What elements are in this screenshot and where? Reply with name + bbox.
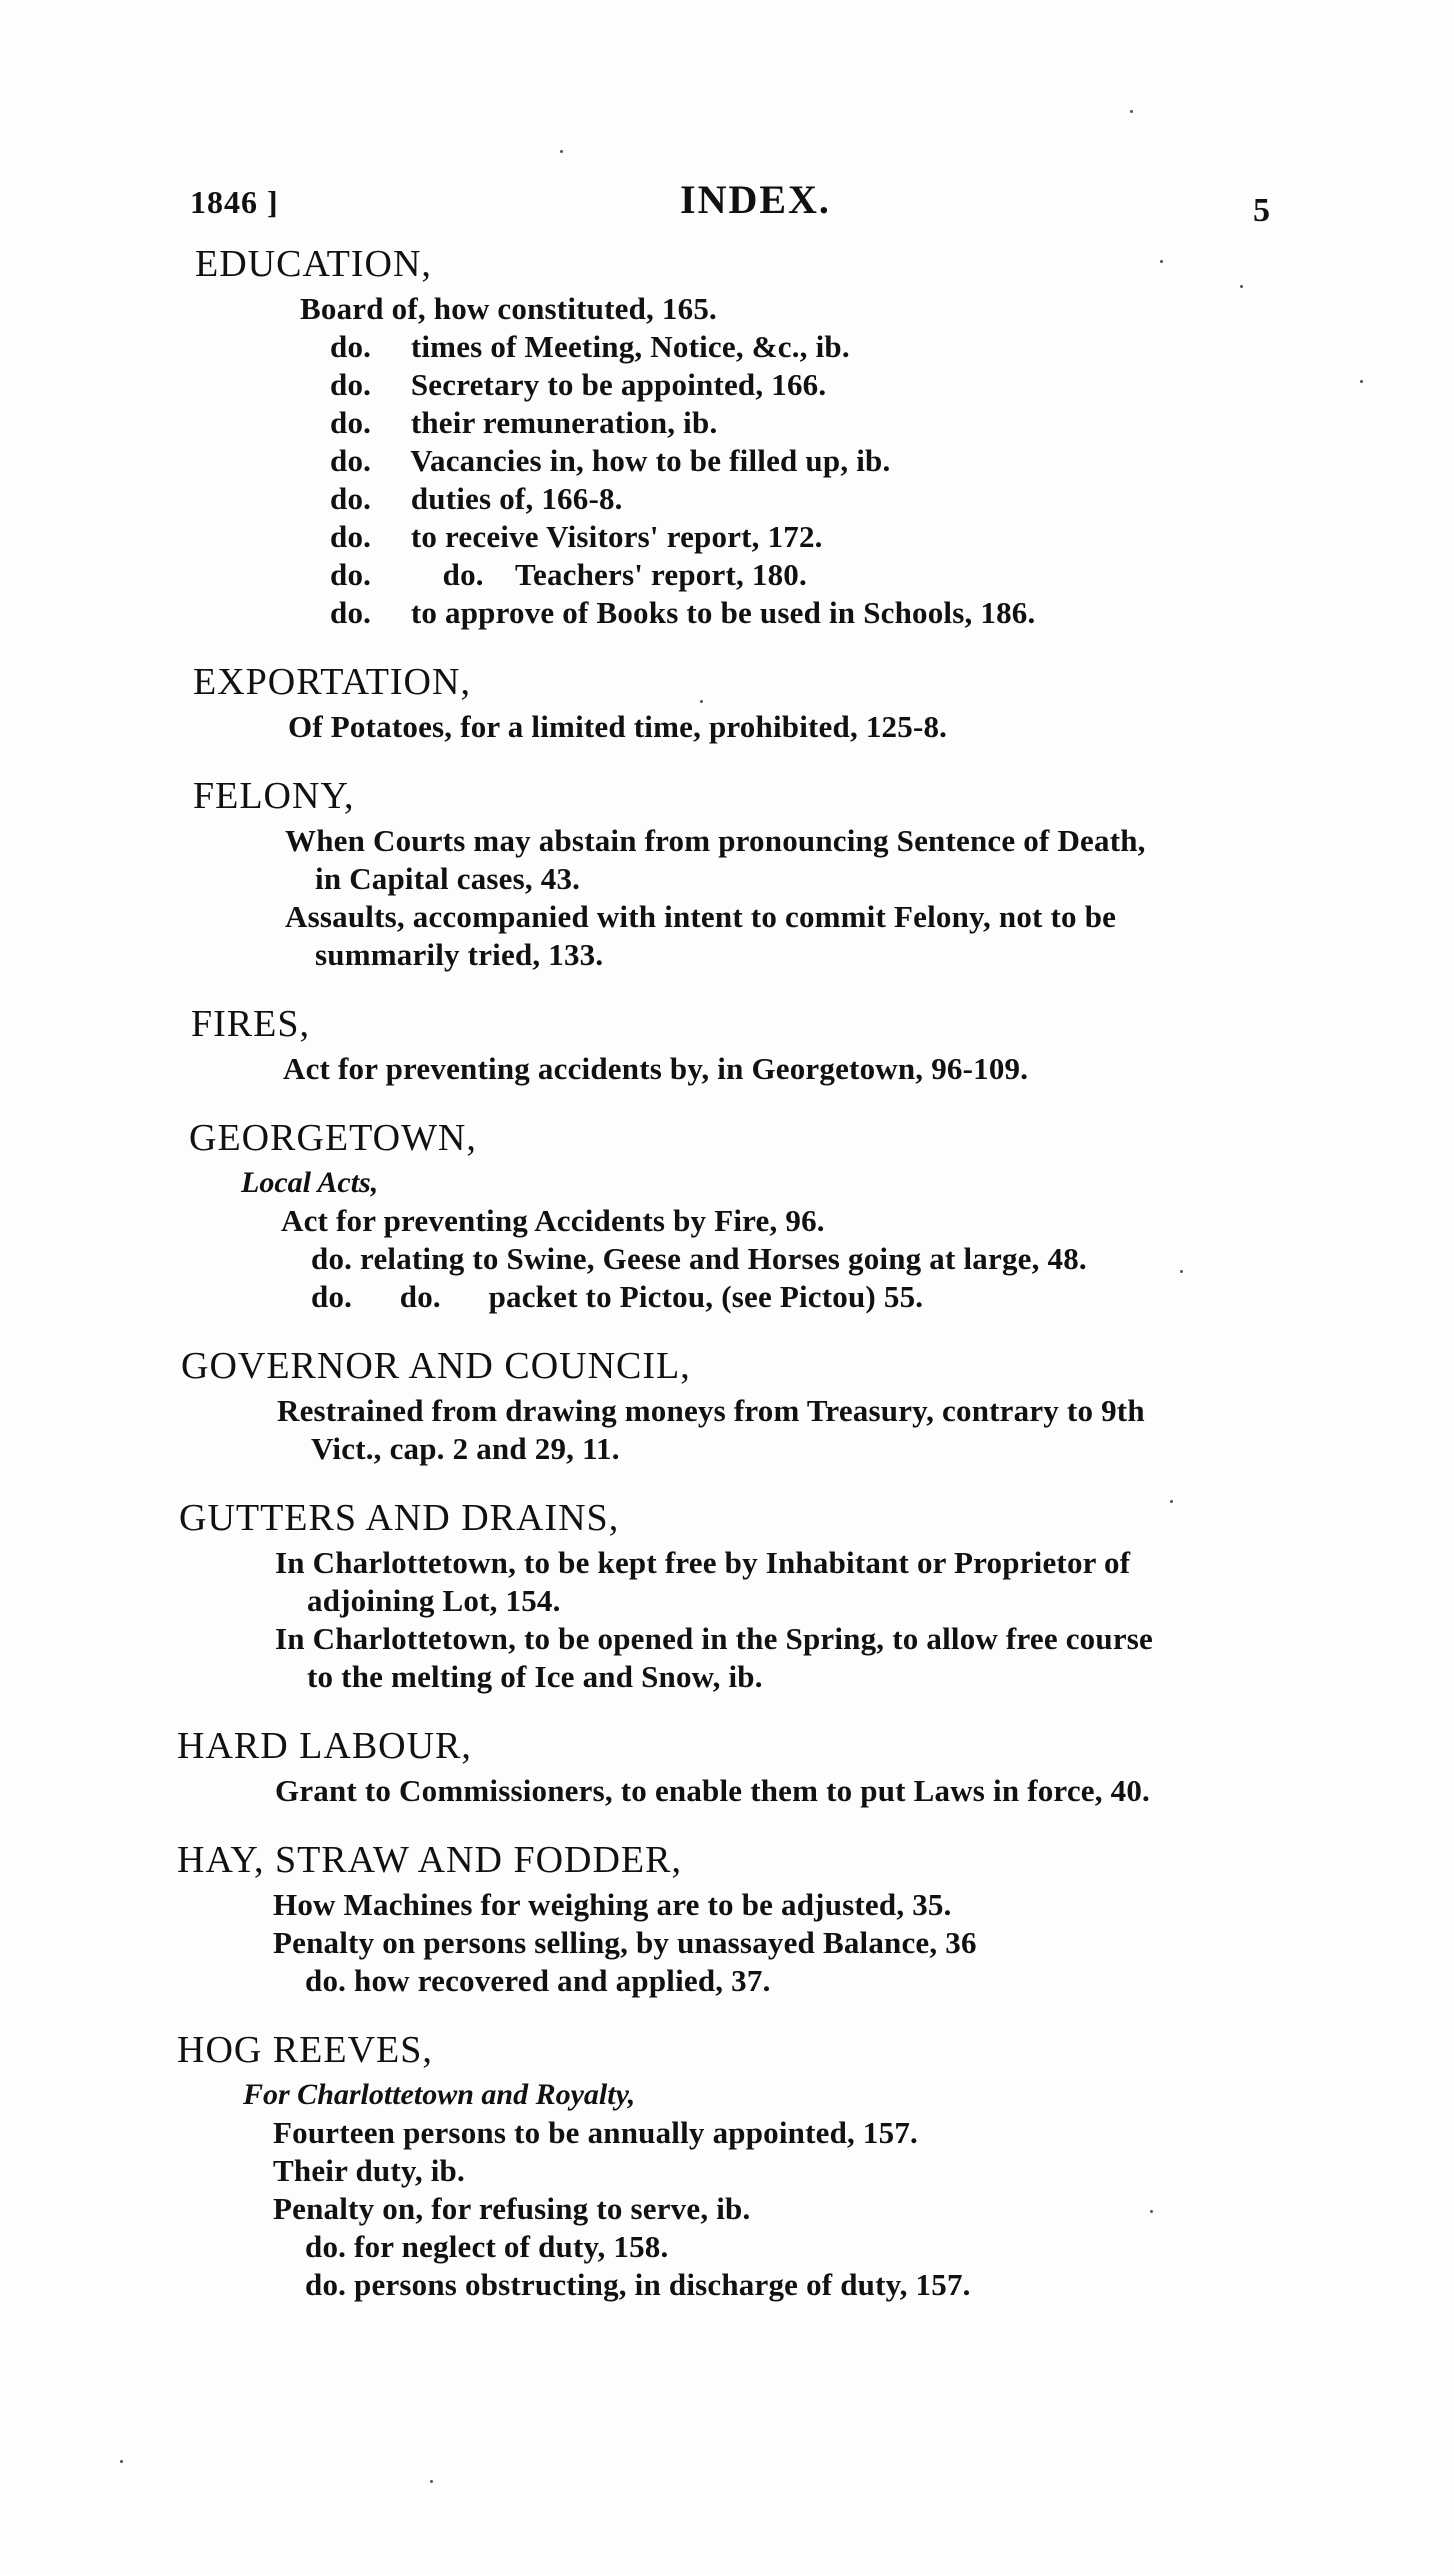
scan-speck (1150, 2210, 1153, 2213)
scan-speck (560, 150, 563, 153)
entry-heading: FELONY, (193, 775, 355, 817)
entry-line: In Charlottetown, to be kept free by Inhabitant or Proprietor of (275, 1545, 1131, 1580)
entry-line: Fourteen persons to be annually appointed, 157. (273, 2115, 918, 2150)
entry-line: adjoining Lot, 154. (307, 1583, 561, 1618)
index-entry-exportation (193, 660, 1285, 746)
scan-speck (1240, 285, 1243, 288)
entry-heading: FIRES, (191, 1003, 310, 1045)
entry-line: Restrained from drawing moneys from Treasury, contrary to 9th (277, 1393, 1145, 1428)
index-entry-fires (191, 1002, 1285, 1088)
index-entry-hard-labour (177, 1724, 1285, 1810)
entry-line: do. for neglect of duty, 158. (305, 2229, 669, 2264)
entry-line: Board of, how constituted, 165. (300, 291, 717, 326)
entry-heading: HARD LABOUR, (177, 1725, 472, 1767)
entry-line: Penalty on persons selling, by unassayed Balance, 36 (273, 1925, 977, 1960)
entry-line: do. persons obstructing, in discharge of duty, 157. (305, 2267, 971, 2302)
entry-heading: GUTTERS AND DRAINS, (179, 1497, 620, 1539)
entry-heading: EDUCATION, (195, 243, 432, 285)
entry-line: do. relating to Swine, Geese and Horses going at large, 48. (311, 1241, 1087, 1276)
entry-line: to the melting of Ice and Snow, ib. (307, 1659, 763, 1694)
scan-speck (1170, 1500, 1173, 1503)
index-entry-georgetown (189, 1116, 1285, 1316)
entry-line: Act for preventing accidents by, in Georgetown, 96-109. (283, 1051, 1029, 1086)
entry-line: do. Vacancies in, how to be filled up, ib. (330, 443, 891, 478)
entry-line: Act for preventing Accidents by Fire, 96. (281, 1203, 825, 1238)
entry-heading: EXPORTATION, (193, 661, 471, 703)
scan-speck (1180, 1270, 1183, 1273)
entry-heading: HOG REEVES, (177, 2029, 433, 2071)
entry-line: do. Secretary to be appointed, 166. (330, 367, 827, 402)
entry-line: do. their remuneration, ib. (330, 405, 718, 440)
entry-line: do. do. packet to Pictou, (see Pictou) 55. (311, 1279, 924, 1314)
entry-line: do. to receive Visitors' report, 172. (330, 519, 823, 554)
index-entry-education (195, 242, 1285, 632)
entry-line: Of Potatoes, for a limited time, prohibited, 125-8. (288, 709, 948, 744)
entry-line: Vict., cap. 2 and 29, 11. (311, 1431, 620, 1466)
entry-line: do. to approve of Books to be used in Schools, 186. (330, 595, 1036, 630)
index-entry-gutters-and-drains (179, 1496, 1285, 1696)
entry-line: summarily tried, 133. (315, 937, 604, 972)
header-title: INDEX. (680, 177, 831, 222)
entry-line: do. duties of, 166-8. (330, 481, 623, 516)
entry-line: Their duty, ib. (273, 2153, 465, 2188)
entry-line: In Charlottetown, to be opened in the Spring, to allow free course (275, 1621, 1154, 1656)
index-entry-felony (193, 774, 1285, 974)
scan-speck (1360, 380, 1363, 383)
entry-heading: HAY, STRAW AND FODDER, (177, 1839, 682, 1881)
scan-speck (1160, 260, 1163, 263)
header-year: 1846 ] (190, 184, 279, 220)
scan-speck (700, 700, 703, 703)
scan-speck (1130, 110, 1133, 113)
entry-line: do. do. Teachers' report, 180. (330, 557, 807, 592)
entry-line: do. times of Meeting, Notice, &c., ib. (330, 329, 850, 364)
entry-line: Penalty on, for refusing to serve, ib. (273, 2191, 751, 2226)
entry-heading: GOVERNOR AND COUNCIL, (181, 1345, 691, 1387)
entry-line: How Machines for weighing are to be adjusted, 35. (273, 1887, 952, 1922)
entry-subheading: For Charlottetown and Royalty, (243, 2078, 636, 2111)
entry-line: do. how recovered and applied, 37. (305, 1963, 771, 1998)
header-page-number: 5 (1253, 192, 1270, 229)
entry-subheading: Local Acts, (241, 1166, 379, 1199)
entry-line: Grant to Commissioners, to enable them to put Laws in force, 40. (275, 1773, 1151, 1808)
scan-speck (430, 2480, 433, 2483)
index-entry-governor-and-council (181, 1344, 1285, 1468)
index-entry-hay-straw-and-fodder (177, 1838, 1285, 2000)
entry-line: When Courts may abstain from pronouncing Sentence of Death, (285, 823, 1146, 858)
scan-speck (120, 2460, 123, 2463)
page-header (190, 176, 1270, 229)
index-content (175, 242, 1285, 2332)
entry-line: Assaults, accompanied with intent to commit Felony, not to be (285, 899, 1117, 934)
entry-line: in Capital cases, 43. (315, 861, 581, 896)
entry-heading: GEORGETOWN, (189, 1117, 477, 1159)
index-entry-hog-reeves (177, 2028, 1285, 2304)
